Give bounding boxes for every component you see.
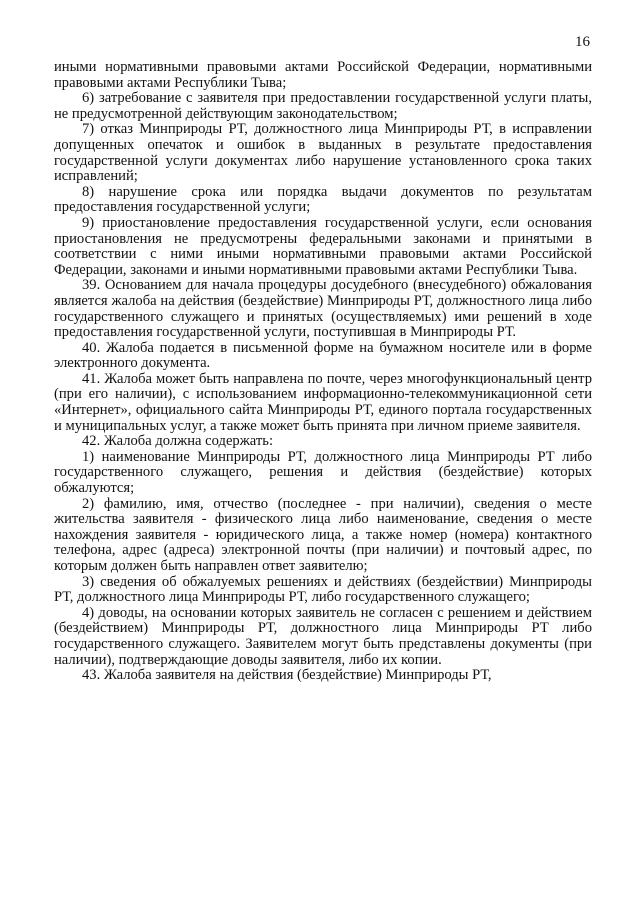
- paragraph: 7) отказ Минприроды РТ, должностного лица Минприроды РТ, в исправлении допущенных опечаток и ошибок в выданных в результате предоставления государственной услуги документах либо нарушение установленного срока таких исправлений;: [54, 121, 592, 185]
- paragraph: 8) нарушение срока или порядка выдачи документов по результатам предоставления государственной услуги;: [54, 183, 592, 216]
- paragraph: 39. Основанием для начала процедуры досудебного (внесудебного) обжалования является жалоба на действия (бездействие) Минприроды РТ, должностного лица либо государственного служащего и принятых (осуществляемых) ими решений в ходе предоставления государственной услуги, поступившая в Минприроды РТ.: [54, 277, 592, 341]
- document-body: [54, 60, 592, 684]
- paragraph: 1) наименование Минприроды РТ, должностного лица Минприроды РТ либо государственного служащего, решения и действия (бездействие) которых обжалуются;: [54, 448, 592, 497]
- paragraph: 40. Жалоба подается в письменной форме на бумажном носителе или в форме электронного документа.: [54, 339, 592, 372]
- paragraph: 41. Жалоба может быть направлена по почте, через многофункциональный центр (при его наличии), с использованием информационно-телекоммуникационной сети «Интернет», официального сайта Минприроды РТ, единого портала государственных и муниципальных услуг, а также может быть принята при личном приеме заявителя.: [54, 370, 592, 434]
- paragraph: 9) приостановление предоставления государственной услуги, если основания приостановления не предусмотрены федеральными законами и принятыми в соответствии с ними иными нормативными правовыми актами Российской Федерации, законами и иными нормативными правовыми актами Республики Тыва.: [54, 214, 592, 278]
- paragraph: 43. Жалоба заявителя на действия (бездействие) Минприроды РТ,: [82, 667, 492, 684]
- paragraph: 3) сведения об обжалуемых решениях и действиях (бездействии) Минприроды РТ, должностного лица Минприроды РТ, либо государственного служащего;: [54, 573, 592, 606]
- paragraph: 6) затребование с заявителя при предоставлении государственной услуги платы, не предусмотренной действующим законодательством;: [54, 90, 592, 122]
- paragraph: иными нормативными правовыми актами Российской Федерации, нормативными правовыми актами Республики Тыва;: [54, 59, 592, 91]
- paragraph: 4) доводы, на основании которых заявитель не согласен с решением и действием (бездействием) Минприроды РТ, должностного лица Минприроды РТ либо государственного служащего. Заявителем могут быть представлены документы (при наличии), подтверждающие доводы заявителя, либо их копии.: [54, 604, 592, 668]
- paragraph: 2) фамилию, имя, отчество (последнее - при наличии), сведения о месте жительства заявителя - физического лица либо наименование, сведения о месте нахождения заявителя - юридического лица, а также номер (номера) контактного телефона, адрес (адреса) электронной почты (при наличии) и почтовый адрес, по которым должен быть направлен ответ заявителю;: [54, 495, 592, 574]
- page-number: 16: [575, 34, 590, 50]
- paragraph: 42. Жалоба должна содержать:: [82, 433, 273, 450]
